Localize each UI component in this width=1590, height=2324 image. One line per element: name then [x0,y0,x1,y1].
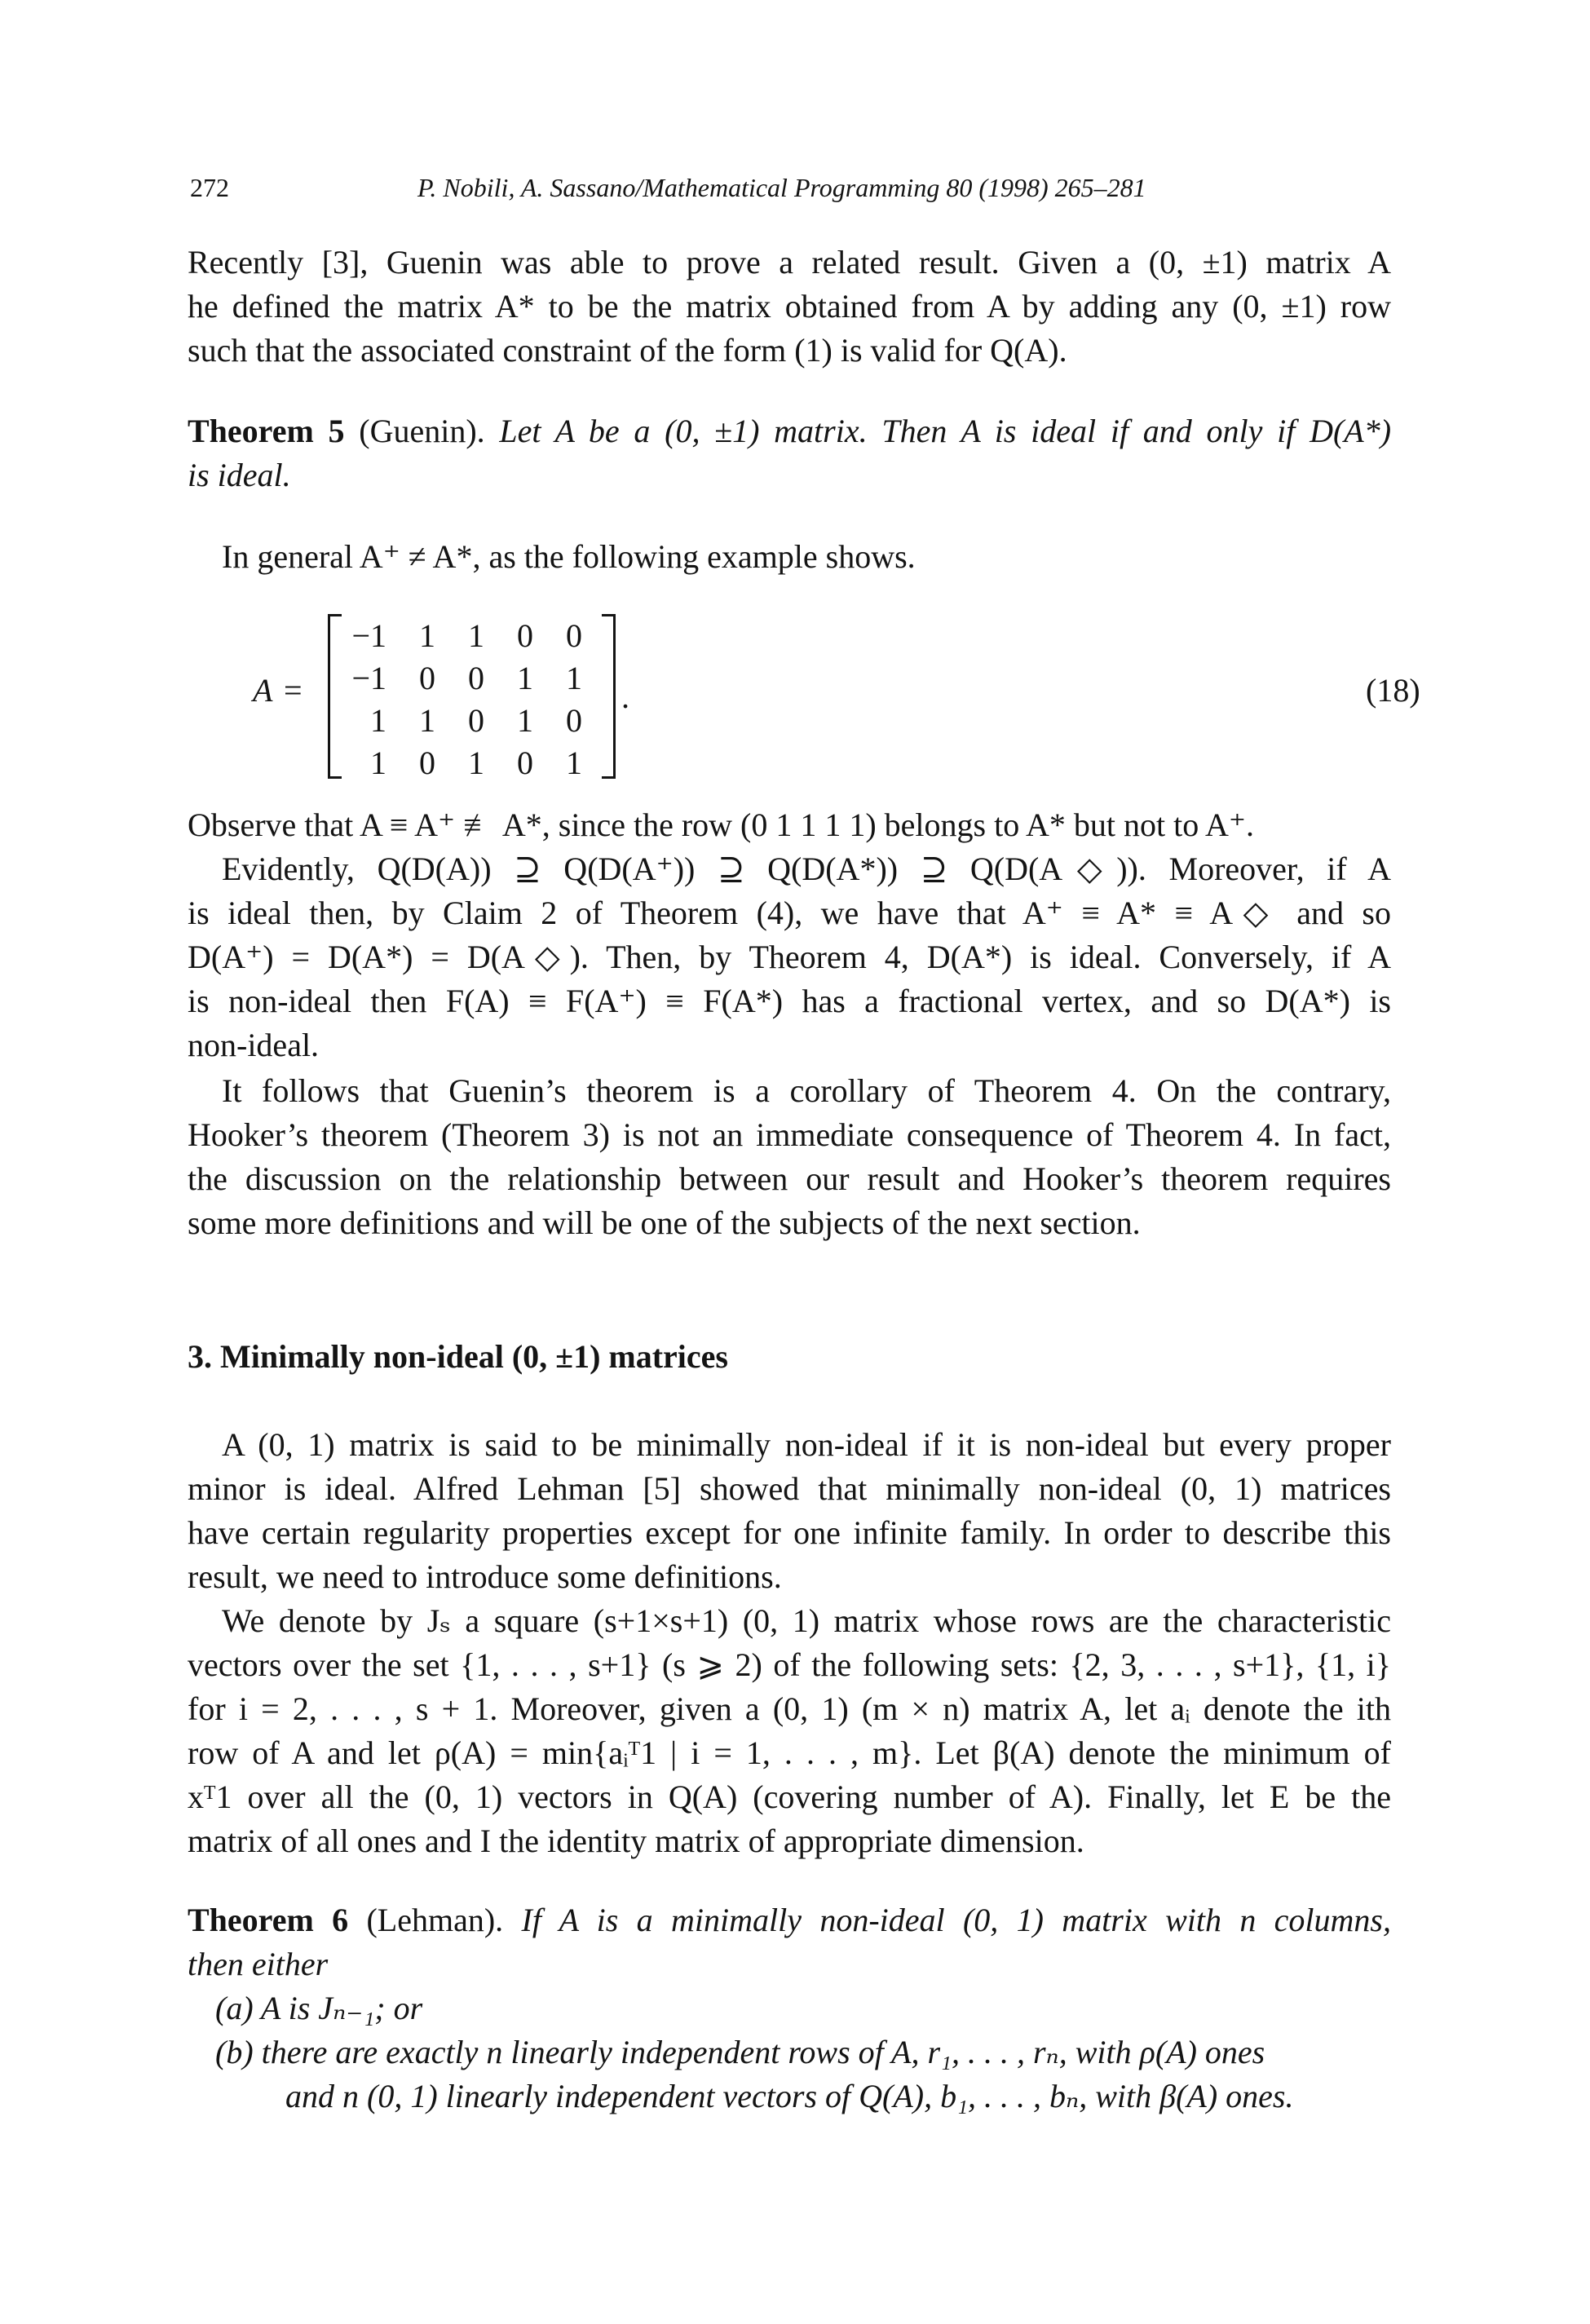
text-line: vectors over the set {1, . . . , s+1} (s ⩾ 2) of the following sets: {2, 3, . . . , s+1}, {1, i} [188,1646,1391,1683]
matrix-cell: 1 [468,744,484,781]
theorem-attribution: (Lehman). [366,1902,504,1938]
theorem-attribution: (Guenin). [359,413,485,449]
text-line: some more definitions and will be one of the subjects of the next section. [188,1204,1141,1241]
page-number: 272 [190,173,229,202]
theorem-statement: then either [188,1946,329,1982]
text-line: for i = 2, . . . , s + 1. Moreover, given a (0, 1) (m × n) matrix A, let aᵢ denote the ith [188,1690,1391,1727]
matrix-cell: 0 [468,701,484,739]
matrix-cell: 1 [517,701,533,739]
matrix-cell: 0 [566,701,582,739]
text-line: We denote by Jₛ a square (s+1×s+1) (0, 1) matrix whose rows are the characteristic [222,1602,1391,1639]
text-line: is non-ideal then F(A) ≡ F(A⁺) ≡ F(A*) has a fractional vertex, and so D(A*) is [188,983,1391,1019]
text-line: Observe that A ≡ A⁺ ≢ A*, since the row (0 1 1 1 1) belongs to A* but not to A⁺. [188,806,1255,843]
theorem-item-b-continued: and n (0, 1) linearly independent vectors of Q(A), b₁, . . . , bₙ, with β(A) ones. [285,2078,1294,2114]
text-line: In general A⁺ ≠ A*, as the following example shows. [222,538,916,575]
matrix-cell: 1 [566,744,582,781]
text-line: such that the associated constraint of the form (1) is valid for Q(A). [188,332,1067,369]
paragraph-minimally-non-ideal [188,1423,1391,1599]
text-line: Hooker’s theorem (Theorem 3) is not an immediate consequence of Theorem 4. In fact, [188,1116,1391,1153]
section-heading: 3. Minimally non-ideal (0, ±1) matrices [188,1338,728,1375]
text-line: Recently [3], Guenin was able to prove a related result. Given a (0, ±1) matrix A [188,244,1391,281]
matrix-cell: 1 [517,659,533,696]
paragraph-guenin-intro [188,241,1391,373]
matrix-cell: 1 [566,659,582,696]
running-head: P. Nobili, A. Sassano/Mathematical Programming 80 (1998) 265–281 [417,173,1146,202]
text-line: D(A⁺) = D(A*) = D(A◇). Then, by Theorem 4, D(A*) is ideal. Conversely, if A [188,939,1391,975]
text-line: have certain regularity properties except for one infinite family. In order to describe this [188,1514,1391,1551]
text-line: matrix of all ones and I the identity matrix of appropriate dimension. [188,1823,1084,1859]
theorem-5 [188,409,1391,497]
matrix-grid [334,614,592,784]
theorem-6 [188,1898,1391,2119]
equals-sign: = [284,672,303,709]
matrix-cell: 1 [468,616,484,654]
text-line: It follows that Guenin’s theorem is a corollary of Theorem 4. On the contrary, [222,1072,1391,1109]
paragraph-observe [188,803,1391,1067]
matrix-cell: 1 [419,616,435,654]
text-line: xᵀ1 over all the (0, 1) vectors in Q(A) (covering number of A). Finally, let E be the [188,1778,1391,1815]
matrix-cell: −1 [351,616,386,654]
text-line: Evidently, Q(D(A)) ⊇ Q(D(A⁺)) ⊇ Q(D(A*)) ⊇ Q(D(A◇)). Moreover, if A [222,851,1391,887]
theorem-label: Theorem 6 [188,1902,349,1938]
text-line: is ideal then, by Claim 2 of Theorem (4), we have that A⁺ ≡ A* ≡ A◇ and so [188,895,1391,931]
text-line: A (0, 1) matrix is said to be minimally non-ideal if it is non-ideal but every proper [222,1426,1391,1463]
right-bracket [602,614,616,779]
paragraph-definitions [188,1599,1391,1863]
matrix-cell: 0 [566,616,582,654]
matrix-equation-18 [245,608,1419,787]
example-intro [188,535,1391,579]
matrix-cell: 1 [370,701,386,739]
matrix-cell: 0 [517,744,533,781]
text-line: the discussion on the relationship between our result and Hooker’s theorem requires [188,1160,1391,1197]
matrix-cell: −1 [351,659,386,696]
text-line: minor is ideal. Alfred Lehman [5] showed that minimally non-ideal (0, 1) matrices [188,1470,1391,1507]
text-line: non-ideal. [188,1027,320,1063]
text-line: row of A and let ρ(A) = min{aᵢᵀ1 | i = 1, . . . , m}. Let β(A) denote the minimum of [188,1734,1391,1771]
matrix-trailing-period: . [621,678,629,715]
paragraph-corollary [188,1069,1391,1245]
matrix-cell: 0 [468,659,484,696]
theorem-statement: If A is a minimally non-ideal (0, 1) matrix with n columns, [521,1902,1391,1938]
text-line: result, we need to introduce some definitions. [188,1558,782,1595]
theorem-item-b: (b) there are exactly n linearly independent rows of A, r₁, . . . , rₙ, with ρ(A) ones [215,2034,1265,2070]
theorem-statement: Let A be a (0, ±1) matrix. Then A is ideal if and only if D(A*) [499,413,1392,449]
matrix-cell: 1 [419,701,435,739]
matrix-cell: 1 [370,744,386,781]
equation-number: (18) [1366,672,1420,709]
theorem-label: Theorem 5 [188,413,345,449]
theorem-statement: is ideal. [188,457,291,493]
text-line: he defined the matrix A* to be the matrix obtained from A by adding any (0, ±1) row [188,288,1391,325]
matrix-cell: 0 [419,659,435,696]
matrix-cell: 0 [419,744,435,781]
matrix-cell: 0 [517,616,533,654]
matrix-label: A [253,672,273,709]
theorem-item-a: (a) A is Jₙ₋₁; or [215,1990,423,2026]
